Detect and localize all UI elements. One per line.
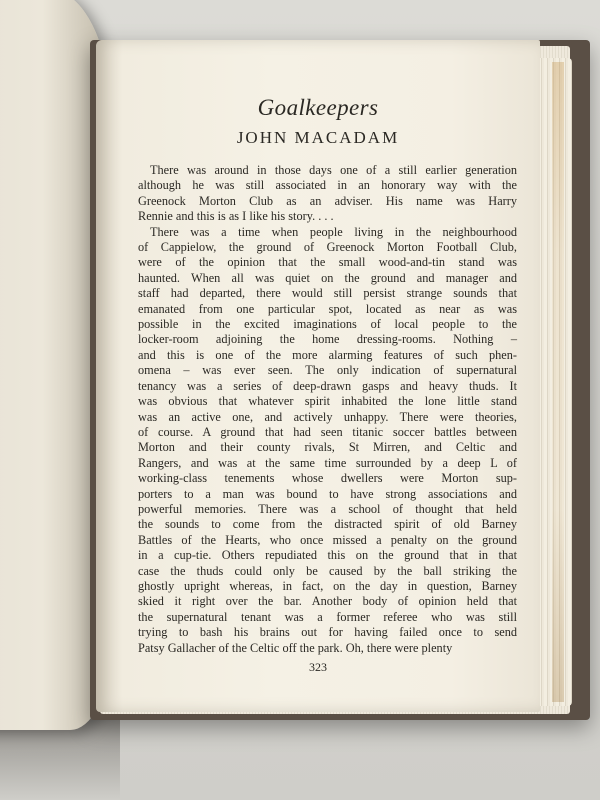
text-line: Morton and their county rivals, St Mirren, and Celtic and [138, 440, 517, 455]
text-line: although he was still associated in an honorary way with the [138, 178, 517, 193]
author-name: JOHN MACADAM [236, 128, 400, 147]
text-line: omena – was ever seen. The only indication of supernatural [138, 363, 517, 378]
text-line: and this is one of the more alarming features of such phen- [138, 347, 517, 362]
text-line: case the thuds could only be caused by the ball striking the [138, 563, 517, 578]
text-line: of Cappielow, the ground of Greenock Morton Football Club, [138, 240, 517, 255]
text-line: working-class tenements whose dwellers were Morton sup- [138, 471, 517, 486]
text-line: of course. A ground that had seen titanic soccer battles between [138, 424, 517, 439]
text-line: was an active one, and actively unhappy. There were theories, [138, 409, 517, 424]
text-line: There was a time when people living in the neighbourhood [150, 224, 517, 239]
body-text [138, 163, 517, 656]
text-line: in a cup-tie. Others repudiated this on the ground that in that [138, 548, 517, 563]
text-line: Rangers, and was at the same time surrounded by a deep L of [138, 455, 517, 470]
text-line: the sounds to come from the distracted spirit of old Barney [138, 517, 517, 532]
text-line: emanated from one particular spot, located as near as was [138, 301, 517, 316]
text-line: locker-room adjoining the home dressing-rooms. Nothing – [138, 332, 517, 347]
text-line: staff had departed, there would still persist strange sounds that [138, 286, 517, 301]
chapter-title: Goalkeepers [257, 95, 379, 120]
text-line: Battles of the Hearts, who once missed a penalty on the ground [138, 532, 517, 547]
text-line: haunted. When all was quiet on the ground and manager and [138, 270, 517, 285]
text-line: tenancy was a series of deep-drawn gasps and heavy thuds. It [138, 378, 517, 393]
text-line: skied it right over the bar. Another body of opinion held that [138, 594, 517, 609]
text-line: trying to bash his brains out for having failed once to send [138, 625, 517, 640]
text-line: the supernatural tenant was a former referee who was still [138, 609, 517, 624]
text-line: powerful memories. There was a school of thought that held [138, 501, 517, 516]
page-number: 323 [309, 660, 327, 674]
text-line: Greenock Morton Club as an adviser. His name was Harry [138, 193, 517, 208]
text-line: was obvious that whatever spirit inhabited the lone little stand [138, 394, 517, 409]
edge-discoloration [552, 62, 564, 702]
text-line: There was around in those days one of a still earlier generation [150, 163, 517, 177]
text-line: Rennie and this is as I like his story. . . . [138, 209, 334, 224]
text-line: Patsy Gallacher of the Celtic off the park. Oh, there were plenty [138, 640, 453, 655]
text-line: possible in the excited imaginations of local people to the [138, 317, 517, 332]
text-line: were of the opinion that the small wood-and-tin stand was [138, 255, 517, 270]
text-line: porters to a man was bound to have strong associations and [138, 486, 517, 501]
text-line: ghostly upright whereas, in fact, on the day in question, Barney [138, 578, 517, 593]
